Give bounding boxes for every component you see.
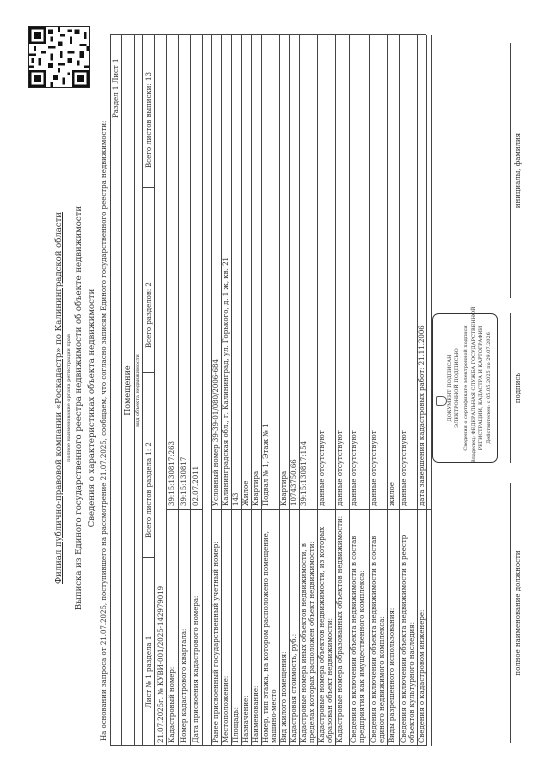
qr-code xyxy=(28,26,90,88)
detail-value: 10743750.66 xyxy=(290,459,298,506)
detail-value: данные отсутствуют xyxy=(318,430,326,506)
detail-label: Сведения о включении объекта недвижимости в реестр объектов культурного наследия: xyxy=(400,534,416,743)
section-label: Раздел 1 Лист 1 xyxy=(112,58,120,118)
request-line: На основании запроса от 21.07.2025, поступившего на рассмотрение 21.07.2025, сообщаем, что согласно записям Единого государственного реестра недвижимости: xyxy=(100,120,108,741)
info-value: 39:15:130817 xyxy=(180,456,188,506)
info-label: Кадастровый номер: xyxy=(168,666,176,743)
detail-value: Квартира xyxy=(280,470,288,506)
info-value: 39:15:130817:263 xyxy=(168,441,176,506)
stamp-line-5: РЕГИСТРАЦИИ, КАДАСТРА И КАРТОГРАФИИ xyxy=(478,325,484,451)
row-divider xyxy=(190,35,191,746)
signature-label: подпись xyxy=(514,372,522,404)
detail-label: Сведения о включении объекта недвижимости в состав единого недвижимого комплекса: xyxy=(370,535,386,743)
stamp-line-2: ЭЛЕКТРОННОЙ ПОДПИСЬЮ xyxy=(454,348,460,428)
detail-label: Кадастровые номера образованных объектов недвижимости: xyxy=(336,515,344,743)
document-title: Выписка из Единого государственного реестра недвижимости об объекте недвижимости xyxy=(74,205,84,611)
agency-note: полное наименование органа регистрации прав xyxy=(66,334,72,462)
stamp-line-6: Действителен: с 05.05.2025 по 29.07.2026 xyxy=(486,332,492,444)
object-kind-note: вид объекта недвижимости xyxy=(135,354,141,427)
detail-value: данные отсутствуют xyxy=(370,430,378,506)
info-label: Номер кадастрового квартала: xyxy=(180,628,188,743)
stamp-line-4: Владелец: ФЕДЕРАЛЬНАЯ СЛУЖБА ГОСУДАРСТВЕННОЙ xyxy=(471,306,477,463)
detail-label: Сведения о кадастровом инженере: xyxy=(418,609,426,743)
stamp-line-3: Сведения о сертификате электронной подписи xyxy=(463,325,469,451)
sheets-total: Всего листов выписки: 13 xyxy=(145,72,153,168)
sections-count: Всего разделов: 2 xyxy=(145,282,153,348)
detail-value: Подвал № 1, Этаж № 1 xyxy=(262,423,270,506)
detail-label: Ранее присвоенный государственный учетный номер: xyxy=(212,541,220,743)
detail-label: Назначение: xyxy=(242,695,250,743)
detail-label: Сведения о включении объекта недвижимости в состав предприятия как имущественного комплекса: xyxy=(350,535,366,743)
detail-value: Калининградская обл., г. Калининград, ул. Горького, д. 1 ж, кв. 21 xyxy=(222,257,230,506)
detail-label: Вид жилого помещения: xyxy=(280,651,288,743)
qr-code-icon xyxy=(29,27,89,87)
document-subtitle: Сведения о характеристиках объекта недвижимости xyxy=(87,288,97,528)
detail-value: Жилое xyxy=(242,480,250,506)
agency-name: Филиал публично-правовой компании «Роскадастр» по Калининградской области xyxy=(54,212,64,584)
name-label: инициалы, фамилия xyxy=(514,132,522,209)
object-kind: Помещение xyxy=(123,365,132,416)
detail-value: Условный номер 39-39-01/080/2006-684 xyxy=(212,359,220,506)
position-label: полное наименование должности xyxy=(514,550,522,676)
emblem-icon xyxy=(436,396,447,406)
detail-label: Наименование: xyxy=(252,685,260,743)
info-value: 02.07.2011 xyxy=(192,465,200,506)
detail-value: данные отсутствуют xyxy=(400,430,408,506)
detail-label: Кадастровая стоимость, руб.: xyxy=(290,633,298,743)
detail-label: Площадь: xyxy=(232,707,240,743)
doc-number: 21.07.2025г. № КУВИ-001/2025-142979019 xyxy=(157,585,165,743)
column-divider xyxy=(166,509,202,510)
detail-label: Местоположение: xyxy=(222,675,230,743)
detail-value: дата завершения кадастровых работ: 21.11.2006 xyxy=(418,325,426,506)
detail-label: Кадастровые номера иных объектов недвижимости, в пределах которых расположен объект недвижимости: xyxy=(300,541,316,743)
detail-label: Номер, тип этажа, на котором расположено помещение, машино-место xyxy=(262,530,278,743)
row-divider xyxy=(202,35,203,746)
detail-value: данные отсутствуют xyxy=(350,430,358,506)
detail-label: Кадастровые номера объектов недвижимости, из которых образован объект недвижимости: xyxy=(318,526,334,743)
info-label: Дата присвоения кадастрового номера: xyxy=(192,595,200,743)
sheets-in-section: Всего листов раздела 1: 2 xyxy=(145,442,153,538)
sheet-number: Лист № 1 раздела 1 xyxy=(145,635,153,708)
detail-value: 39:15:130817:154 xyxy=(300,441,308,506)
detail-value: данные отсутствуют xyxy=(336,430,344,506)
column-divider xyxy=(211,509,431,510)
row-divider xyxy=(178,35,179,746)
detail-value: 143 xyxy=(232,492,240,506)
detail-label: Виды разрешенного использования: xyxy=(388,607,396,743)
stamp-line-1: ДОКУМЕНТ ПОДПИСАН xyxy=(447,354,453,422)
detail-value: Квартира xyxy=(252,470,260,506)
detail-value: жилое xyxy=(388,482,396,506)
